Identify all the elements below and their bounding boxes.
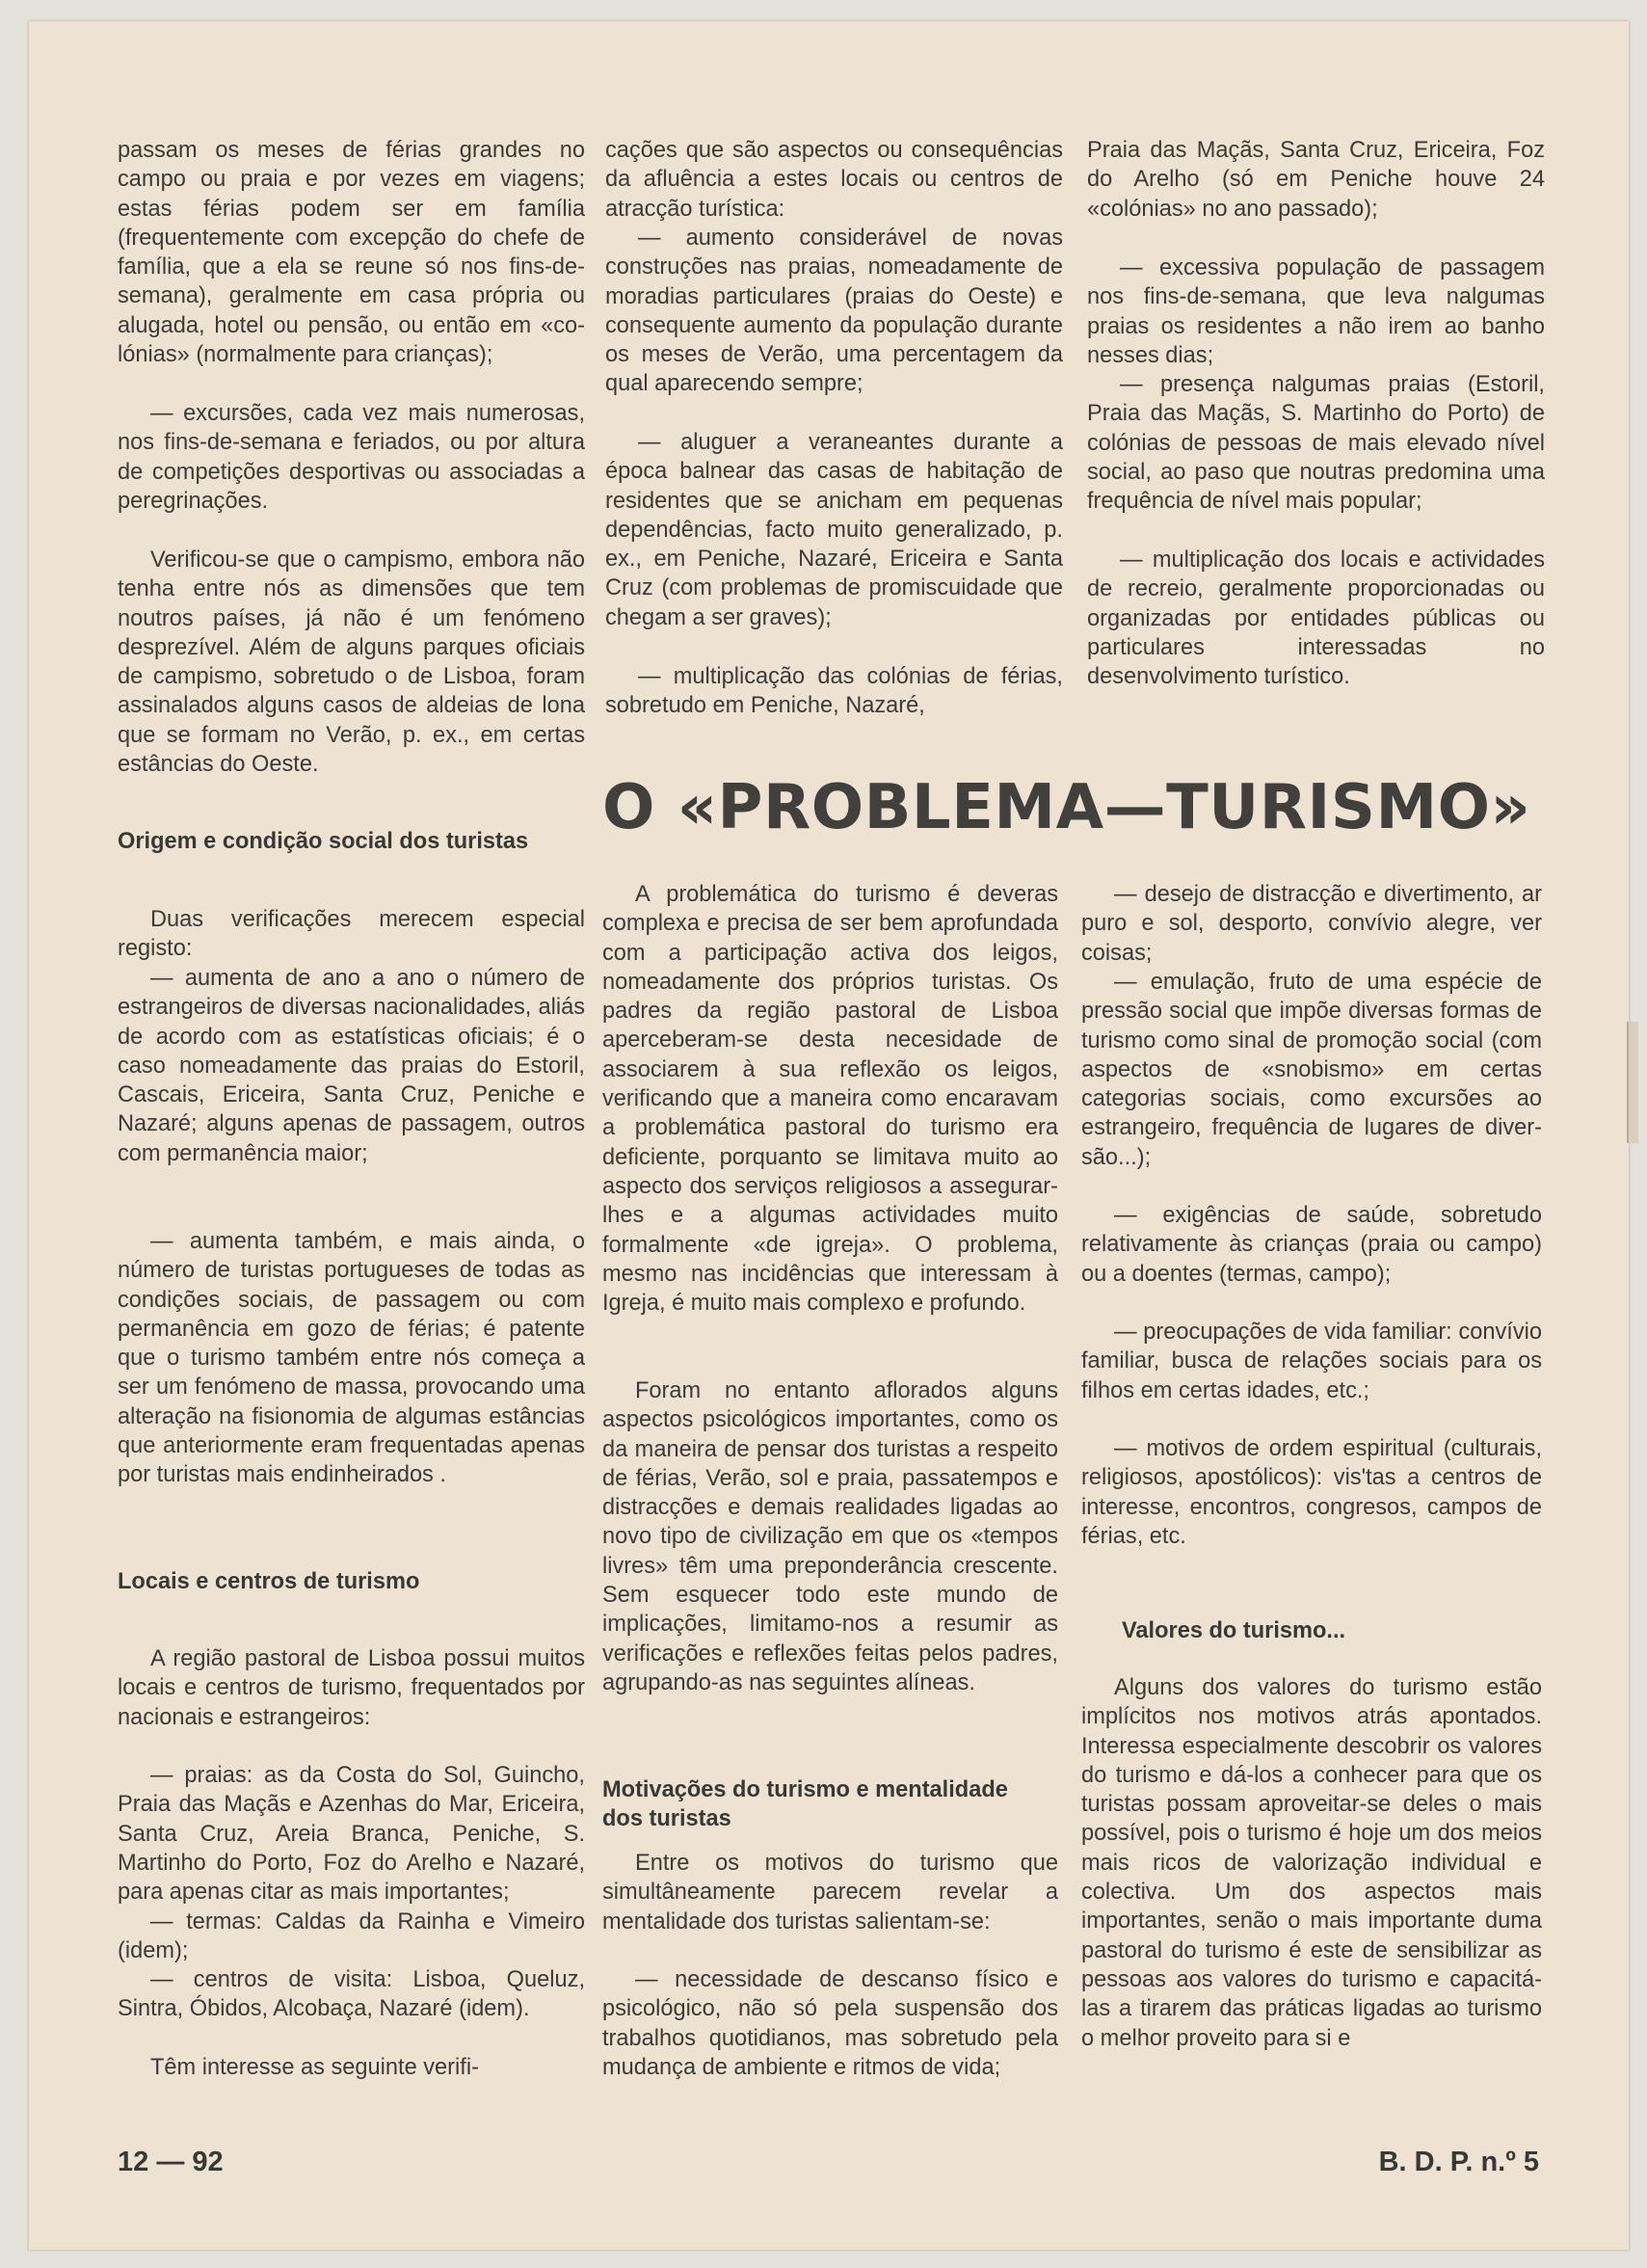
heading-motivacoes: Motivações do turismo e mentalidade dos turistas <box>602 1777 1008 1831</box>
col1-paragraph-7: A região pastoral de Lisboa possui muitos locais e centros de turismo, frequentados por nacionais e estrangeiros: <box>118 1646 585 1730</box>
col1-paragraph-10: — centros de visita: Lisboa, Queluz, Sintra, Óbidos, Alcobaça, Nazaré (idem). <box>118 1967 585 2022</box>
col1-paragraph-8: — praias: as da Costa do Sol, Guincho, Praia das Maçãs e Azenhas do Mar, Ericeira, Santa Cruz, Areia Branca, Peniche, S. Martinho do Porto, Foz do Arelho e Nazaré, para apenas citar as mais importantes; <box>118 1763 585 1906</box>
col1-paragraph-1: passam os meses de férias grandes no campo ou praia e por vezes em viagens; estas férias podem ser em família (frequentemente com excepção do chefe de família, que a ela se reune só nos fins-de-semana), geralmente em casa própria ou alugada, hotel ou pensão, ou então em «colónias» (normalmente para crianças); <box>118 138 585 368</box>
article-title: O «PROBLEMA—TURISMO» <box>602 772 1531 843</box>
col4-paragraph-2: Foram no entanto aflorados alguns aspectos psicológicos importantes, como os da maneira de pensar dos turistas a respeito de férias, Verão, sol e praia, passatempos e distracções e demais realidades ligadas ao novo tipo de civilização em que os «tempos livres» têm uma preponderância crescente. Sem esquecer todo este mundo de implicações, limitamo-nos a resumir as verificações e reflexões feitas pelos padres, agrupando-as nas seguintes alíneas. <box>602 1378 1058 1695</box>
publication-issue: B. D. P. n.º 5 <box>1378 2147 1539 2177</box>
col3-paragraph-3: — presença nalgumas praias (Estoril, Praia das Maçãs, S. Martinho do Porto) de colónias de pessoas de mais elevado nível social, ao paso que noutras predomina uma frequência de nível mais popular; <box>1087 372 1545 515</box>
page-number: 12 — 92 <box>118 2147 224 2177</box>
col2-paragraph-4: — multiplicação das colónias de férias, sobretudo em Peniche, Nazaré, <box>605 664 1063 719</box>
col1-paragraph-4: Duas verificações merecem especial registo: <box>118 907 585 962</box>
col1-paragraph-5: — aumenta de ano a ano o número de estrangeiros de diversas nacionalidades, aliás de acordo com as estatísticas oficiais; é o caso nomeadamente das praias do Estoril, Cascais, Ericeira, Santa Cruz, Peniche e Nazaré; alguns apenas de passagem, outros com permanência maior; <box>118 966 585 1166</box>
col3-paragraph-2: — excessiva população de passagem nos fins-de-semana, que leva nalgumas praias os residentes a não irem ao banho nesses dias; <box>1087 255 1545 368</box>
col3-paragraph-4: — multiplicação dos locais e actividades de recreio, geralmente proporcionadas ou organizadas por entidades públicas ou particulares interessadas no desenvolvimento turístico. <box>1087 547 1545 690</box>
col1-paragraph-9: — termas: Caldas da Rainha e Vimeiro (idem); <box>118 1909 585 1964</box>
col4-paragraph-1: A problemática do turismo é deveras complexa e precisa de ser bem aprofundada com a participação activa dos leigos, nomeadamente dos próprios turistas. Os padres da região pastoral de Lisboa aperceberam-se desta necesidade de associarem à sua reflexão os leigos, verificando que a maneira como encaravam a problemática pastoral do turismo era deficiente, porquanto se limitava muito ao aspecto dos serviços religiosos a assegurar-lhes e a algumas actividades muito formalmente «de igreja». O problema, mesmo nas incidências que interessam à Igreja, é muito mais complexo e profundo. <box>602 882 1058 1317</box>
col2-paragraph-1: cações que são aspectos ou consequências da afluência a estes locais ou centros de atracção turística: <box>605 138 1063 222</box>
col5-paragraph-4: — preocupações de vida familiar: convívio familiar, busca de relações sociais para os filhos em certas idades, etc.; <box>1081 1320 1542 1403</box>
col1-paragraph-2: — excursões, cada vez mais numerosas, nos fins-de-semana e feriados, ou por altura de competições desportivas ou associadas a peregrinações. <box>118 401 585 514</box>
heading-valores: Valores do turismo... <box>1122 1618 1346 1643</box>
binding-tab <box>1627 1022 1638 1143</box>
col5-paragraph-3: — exigências de saúde, sobretudo relativamente às crianças (praia ou campo) ou a doentes (termas, campo); <box>1081 1203 1542 1287</box>
col1-paragraph-3: Verificou-se que o campismo, embora não tenha entre nós as dimensões que tem noutros países, já não é um fenómeno desprezível. Além de alguns parques oficiais de campismo, sobretudo o de Lisboa, foram assinalados alguns casos de aldeias de lona que se formam no Verão, p. ex., em certas estâncias do Oeste. <box>118 547 585 778</box>
col5-paragraph-6: Alguns dos valores do turismo estão implícitos nos motivos atrás apontados. Interessa especialmente descobrir os valores do turismo e dá-los a conhecer para que os turistas possam aproveitar-se deles o mais possível, pois o turismo é hoje um dos meios mais ricos de valorização individual e colectiva. Um dos aspectos mais importantes, senão o mais importante duma pastoral do turismo é este de sensibilizar as pessoas aos valores do turismo e capacitá-las a tirarem das práticas ligadas ao turismo o melhor proveito para si e <box>1081 1675 1542 2051</box>
col3-paragraph-1: Praia das Maçãs, Santa Cruz, Ericeira, Foz do Arelho (só em Peniche houve 24 «colónias» no ano passado); <box>1087 138 1545 222</box>
col5-paragraph-2: — emulação, fruto de uma espécie de pressão social que impõe diversas formas de turismo como sinal de promoção social (com aspectos de «snobismo» em certas categorias sociais, como excursões ao estrangeiro, frequência de lugares de diversão...); <box>1081 970 1542 1170</box>
col5-paragraph-5: — motivos de ordem espiritual (culturais, religiosos, apostólicos): vis'tas a centros de interesse, encontros, congresos, campos de férias, etc. <box>1081 1436 1542 1549</box>
col1-paragraph-11: Têm interesse as seguinte verifi- <box>150 2055 479 2080</box>
col1-paragraph-6: — aumenta também, e mais ainda, o número de turistas portugueses de todas as condições sociais, de passagem ou com permanência em gozo de férias; é patente que o turismo também entre nós começa a ser um fenómeno de massa, provocando uma alteração na fisionomia de algumas estâncias que anteriormente eram frequentadas apenas por turistas mais endinheirados . <box>118 1229 585 1488</box>
heading-origem: Origem e condição social dos turistas <box>118 829 529 854</box>
col2-paragraph-2: — aumento considerável de novas construções nas praias, nomeadamente de moradias particulares (praias do Oeste) e consequente aumento da população durante os meses de Verão, uma percentagem da qual aparecendo sempre; <box>605 226 1063 397</box>
heading-locais: Locais e centros de turismo <box>118 1569 420 1594</box>
col5-paragraph-1: — desejo de distracção e divertimento, ar puro e sol, desporto, convívio alegre, ver coisas; <box>1081 882 1542 966</box>
col4-paragraph-3: Entre os motivos do turismo que simultâneamente parecem revelar a mentalidade dos turistas salientam-se: <box>602 1851 1058 1934</box>
col4-paragraph-4: — necessidade de descanso físico e psicológico, não só pela suspensão dos trabalhos quotidianos, mas sobretudo pela mudança de ambiente e ritmos de vida; <box>602 1967 1058 2080</box>
col2-paragraph-3: — aluguer a veraneantes durante a época balnear das casas de habitação de residentes que se anicham em pequenas dependências, facto muito generalizado, p. ex., em Peniche, Nazaré, Ericeira e Santa Cruz (com problemas de promiscuidade que chegam a ser graves); <box>605 430 1063 630</box>
